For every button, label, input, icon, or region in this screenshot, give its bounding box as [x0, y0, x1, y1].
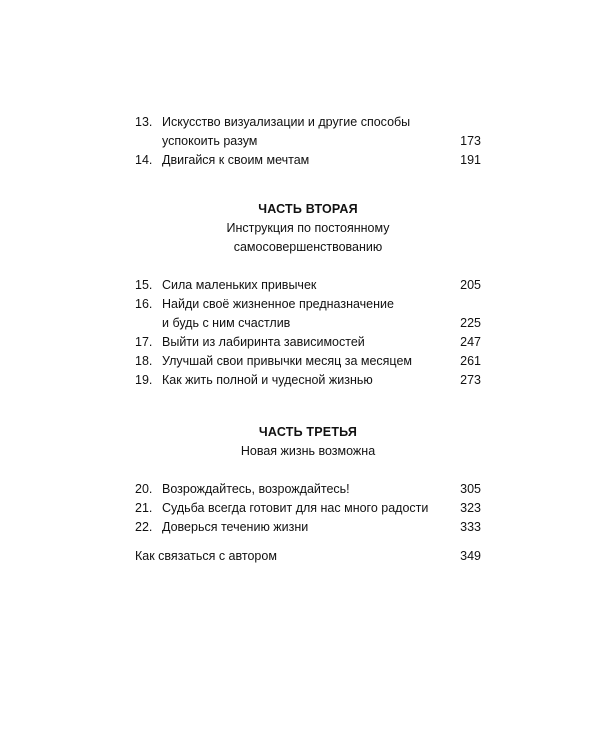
entry-page-number: 349 — [460, 549, 481, 563]
part-two-heading — [135, 200, 481, 257]
part-three-entries — [135, 480, 481, 537]
entry-title-line: Сила маленьких привычек — [162, 278, 317, 292]
entry-page-number: 191 — [460, 153, 481, 167]
entry-number: 17. — [135, 335, 153, 349]
entry-page-number: 305 — [460, 482, 481, 496]
entry-page-number: 205 — [460, 278, 481, 292]
part-title: ЧАСТЬ ТРЕТЬЯ — [258, 425, 358, 439]
toc-entry-19[interactable] — [135, 371, 481, 390]
toc-entry-13[interactable] — [135, 113, 481, 151]
entry-number: 14. — [135, 153, 153, 167]
part-three-heading — [135, 423, 481, 461]
toc-entry-18[interactable] — [135, 352, 481, 371]
entry-title-line: Судьба всегда готовит для нас много радости — [162, 501, 429, 515]
part-subtitle-line: Инструкция по постоянному — [226, 221, 390, 235]
toc-entry-16[interactable] — [135, 295, 481, 333]
entry-number: 16. — [135, 297, 153, 311]
entry-number: 13. — [135, 115, 153, 129]
entry-page-number: 173 — [460, 134, 481, 148]
entry-number: 22. — [135, 520, 153, 534]
entry-number: 21. — [135, 501, 153, 515]
entry-title-line: Как жить полной и чудесной жизнью — [162, 373, 373, 387]
part-two-entries — [135, 276, 481, 390]
toc-entry-14[interactable] — [135, 151, 481, 170]
entry-page-number: 323 — [460, 501, 481, 515]
entry-title-line: Как связаться с автором — [135, 549, 277, 563]
entry-page-number: 225 — [460, 316, 481, 330]
entry-title-line: Искусство визуализации и другие способы — [162, 115, 411, 129]
entry-title-line: Выйти из лабиринта зависимостей — [162, 335, 365, 349]
toc-entry-contact[interactable] — [135, 547, 481, 566]
toc-entry-17[interactable] — [135, 333, 481, 352]
toc-entry-21[interactable] — [135, 499, 481, 518]
toc-entry-22[interactable] — [135, 518, 481, 537]
entry-title-line: и будь с ним счастлив — [162, 316, 291, 330]
part-title: ЧАСТЬ ВТОРАЯ — [258, 202, 358, 216]
entry-title-line: успокоить разум — [162, 134, 258, 148]
entry-number: 19. — [135, 373, 153, 387]
entry-title-line: Двигайся к своим мечтам — [162, 153, 310, 167]
toc-entry-20[interactable] — [135, 480, 481, 499]
entry-number: 18. — [135, 354, 153, 368]
entry-page-number: 333 — [460, 520, 481, 534]
entry-title-line: Найди своё жизненное предназначение — [162, 297, 394, 311]
part-subtitle-line: Новая жизнь возможна — [240, 444, 376, 458]
entry-number: 20. — [135, 482, 153, 496]
entry-page-number: 247 — [460, 335, 481, 349]
entry-number: 15. — [135, 278, 153, 292]
entry-title-line: Доверься течению жизни — [162, 520, 309, 534]
entry-page-number: 261 — [460, 354, 481, 368]
entry-title-line: Улучшай свои привычки месяц за месяцем — [162, 354, 412, 368]
entry-page-number: 273 — [460, 373, 481, 387]
table-of-contents — [135, 113, 481, 566]
toc-entry-15[interactable] — [135, 276, 481, 295]
part-subtitle-line: самосовершенствованию — [233, 240, 383, 254]
entry-title-line: Возрождайтесь, возрождайтесь! — [162, 482, 350, 496]
